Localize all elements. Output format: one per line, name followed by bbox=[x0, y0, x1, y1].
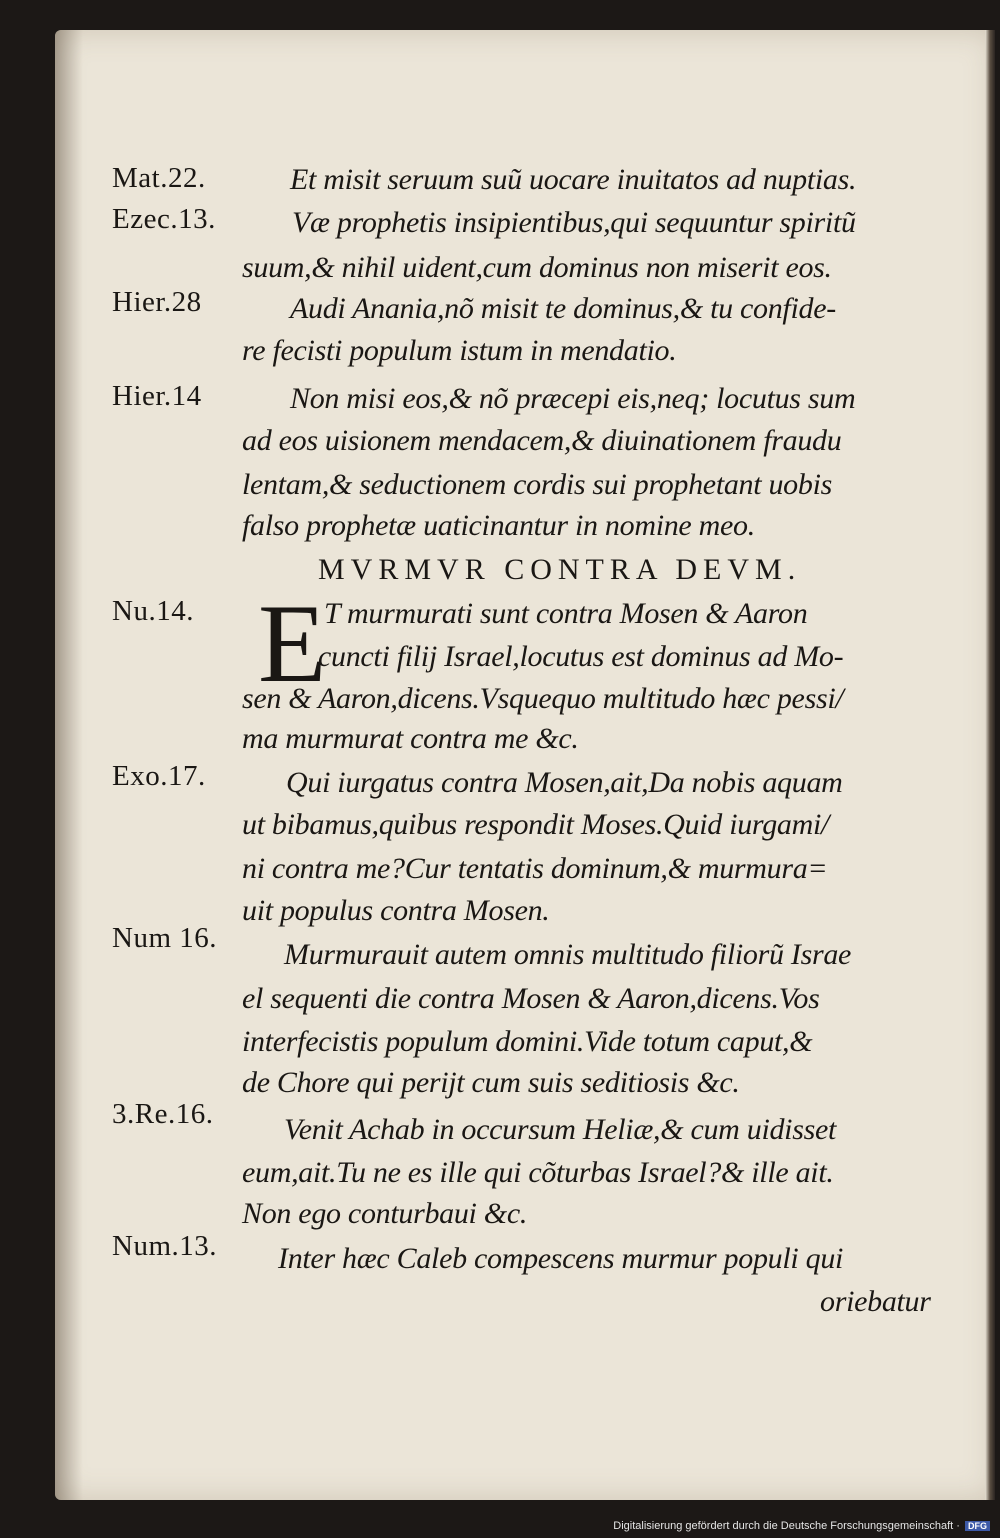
text-line: re fecisti populum istum in mendatio. bbox=[242, 334, 677, 367]
margin-note: Mat.22. bbox=[112, 162, 206, 194]
margin-note: Hier.28 bbox=[112, 286, 202, 318]
text-line: Væ prophetis insipientibus,qui sequuntur spiritũ bbox=[292, 206, 856, 239]
text-line: Murmurauit autem omnis multitudo filiorũ Israe bbox=[284, 938, 852, 971]
text-line: Et misit seruum suũ uocare inuitatos ad nuptias. bbox=[290, 163, 857, 196]
text-line: uit populus contra Mosen. bbox=[242, 894, 550, 927]
margin-note: Num.13. bbox=[112, 1230, 217, 1262]
footer-credit bbox=[0, 1520, 1000, 1532]
text-line: Non misi eos,& nõ præcepi eis,neq; locutus sum bbox=[290, 382, 856, 415]
text-line: de Chore qui perijt cum suis seditiosis &c. bbox=[242, 1066, 740, 1099]
text-line: ad eos uisionem mendacem,& diuinationem fraudu bbox=[242, 424, 842, 457]
text-line: Audi Anania,nõ misit te dominus,& tu confide- bbox=[290, 292, 836, 325]
text-line: ma murmurat contra me &c. bbox=[242, 722, 579, 755]
margin-note: Hier.14 bbox=[112, 380, 202, 412]
margin-note: Exo.17. bbox=[112, 760, 206, 792]
text-line: el sequenti die contra Mosen & Aaron,dicens.Vos bbox=[242, 982, 820, 1015]
text-line: eum,ait.Tu ne es ille qui cõturbas Israel?& ille ait. bbox=[242, 1156, 834, 1189]
margin-note: Ezec.13. bbox=[112, 203, 216, 235]
text-line: ut bibamus,quibus respondit Moses.Quid iurgami/ bbox=[242, 808, 830, 841]
text-line: sen & Aaron,dicens.Vsquequo multitudo hæc pessi/ bbox=[242, 682, 844, 715]
text-line: T murmurati sunt contra Mosen & Aaron bbox=[324, 597, 808, 630]
dfg-logo: DFG bbox=[965, 1521, 990, 1531]
text-line: Qui iurgatus contra Mosen,ait,Da nobis aquam bbox=[286, 766, 843, 799]
text-line: Non ego conturbaui &c. bbox=[242, 1197, 528, 1230]
page-edge bbox=[985, 30, 995, 1500]
margin-note: Nu.14. bbox=[112, 595, 194, 627]
text-line: Inter hæc Caleb compescens murmur populi qui bbox=[278, 1242, 844, 1275]
margin-note: Num 16. bbox=[112, 922, 217, 954]
text-line: lentam,& seductionem cordis sui prophetant uobis bbox=[242, 468, 832, 501]
footer-text: Digitalisierung gefördert durch die Deutsche Forschungsgemeinschaft · bbox=[613, 1520, 960, 1532]
text-line: ni contra me?Cur tentatis dominum,& murmura= bbox=[242, 852, 828, 885]
drop-cap: E bbox=[258, 582, 327, 706]
text-line: Venit Achab in occursum Heliæ,& cum uidisset bbox=[284, 1113, 837, 1146]
text-line: falso prophetæ uaticinantur in nomine meo. bbox=[242, 509, 755, 542]
text-line: interfecistis populum domini.Vide totum caput,& bbox=[242, 1025, 813, 1058]
text-line: suum,& nihil uident,cum dominus non miserit eos. bbox=[242, 251, 832, 284]
margin-note: 3.Re.16. bbox=[112, 1098, 214, 1130]
catchword: oriebatur bbox=[820, 1285, 931, 1318]
text-line: cuncti filij Israel,locutus est dominus ad Mo- bbox=[318, 640, 844, 673]
section-heading: MVRMVR CONTRA DEVM. bbox=[318, 553, 802, 586]
